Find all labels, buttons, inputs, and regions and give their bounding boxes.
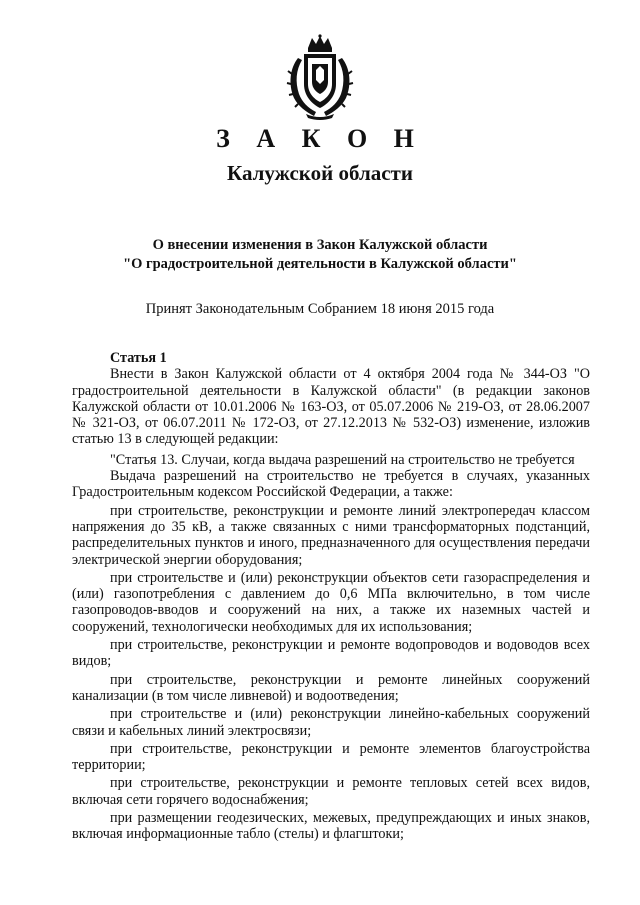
quoted-article-title: "Статья 13. Случаи, когда выдача разрешений на строительство не требуется bbox=[110, 451, 575, 468]
law-heading-line-2: "О градостроительной деятельности в Калужской области" bbox=[123, 256, 517, 272]
region-subtitle: Калужской области bbox=[227, 161, 413, 185]
article-title: Статья 1 bbox=[110, 350, 167, 366]
paragraph: при строительстве, реконструкции и ремонте линий электропередач классом напряжения до 35 кВ, а также связанных с ними трансформаторных подстанций, распределительных пунктов и иного, предназначенного для осуществления передачи электрической энергии оборудования; bbox=[72, 502, 590, 568]
paragraph: при строительстве, реконструкции и ремонте водопроводов и водоводов всех видов; bbox=[72, 637, 590, 670]
law-heading bbox=[0, 236, 640, 274]
law-heading-line-1: О внесении изменения в Закон Калужской области bbox=[152, 237, 488, 253]
paragraph: при строительстве, реконструкции и ремонте тепловых сетей всех видов, включая сети горячего водоснабжения; bbox=[72, 775, 590, 808]
document-body bbox=[72, 350, 590, 843]
adoption-statement: Принят Законодательным Собранием 18 июня 2015 года bbox=[145, 301, 495, 317]
paragraph: при строительстве, реконструкции и ремонте линейных сооружений канализации (в том числе ливневой) и водоотведения; bbox=[72, 671, 590, 704]
coat-of-arms-emblem bbox=[286, 34, 354, 120]
paragraph: при строительстве и (или) реконструкции линейно-кабельных сооружений связи и кабельных линий электросвязи; bbox=[72, 706, 590, 739]
paragraph: Выдача разрешений на строительство не требуется в случаях, указанных Градостроительным кодексом Российской Федерации, а также: bbox=[72, 468, 590, 501]
article-intro: Внести в Закон Калужской области от 4 октября 2004 года № 344-ОЗ "О градостроительной деятельности в Калужской области" (в редакции законов Калужской области от 10.01.2006 № 163-ОЗ, от 05.07.2006 № 219-ОЗ, от 28.06.2007 № 321-ОЗ, от 06.07.2011 № 172-ОЗ, от 27.12.2013 № 532-ОЗ) изменение, изложив статью 13 в следующей редакции: bbox=[72, 366, 590, 448]
paragraph: при строительстве и (или) реконструкции объектов сети газораспределения и (или) газопотребления с давлением до 0,6 МПа включительно, в том числе газопроводов-вводов и сооружений на них, а также их наземных частей и сооружений, технологически необходимых для их использования; bbox=[72, 569, 590, 635]
paragraph: при размещении геодезических, межевых, предупреждающих и иных знаков, включая информационные табло (стелы) и флагштоки; bbox=[72, 810, 590, 843]
paragraph: при строительстве, реконструкции и ремонте элементов благоустройства территории; bbox=[72, 740, 590, 774]
document-type-title: З А К О Н bbox=[216, 124, 424, 153]
